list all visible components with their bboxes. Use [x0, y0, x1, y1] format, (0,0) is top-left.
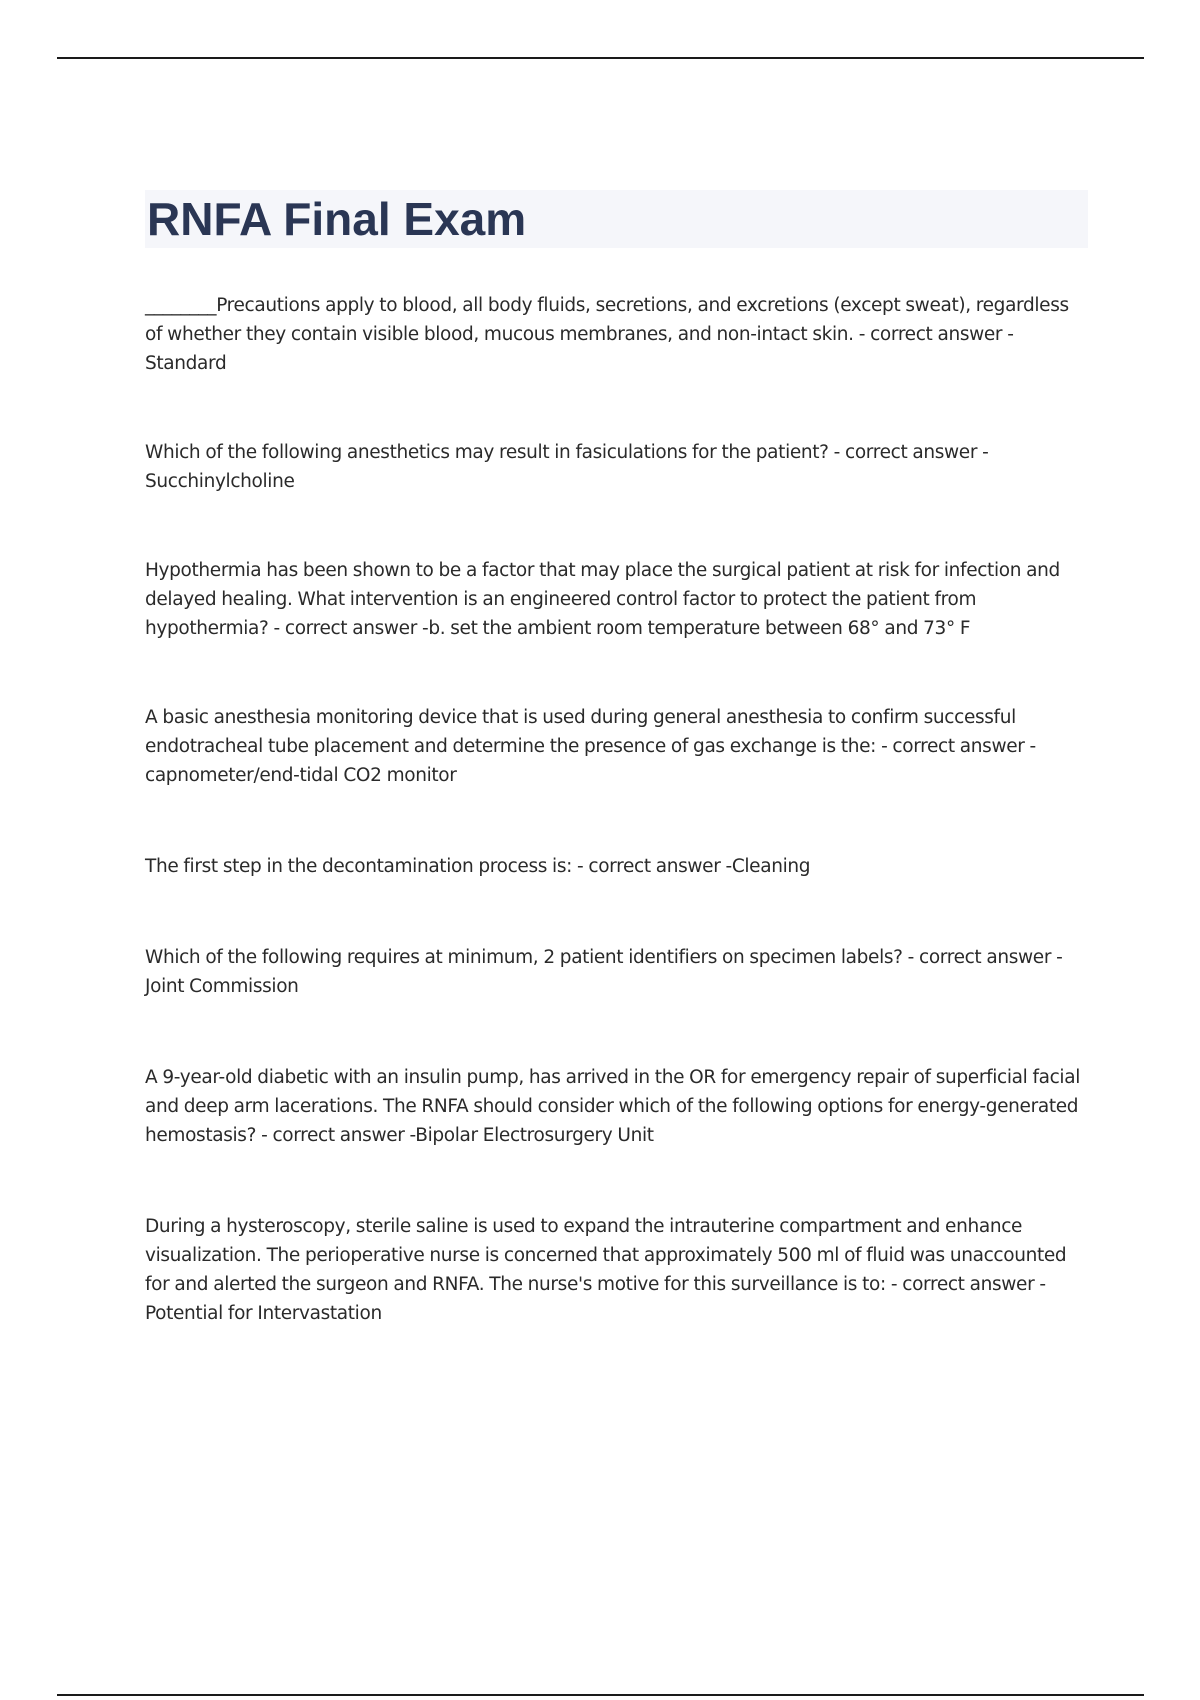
question-item-7: A 9-year-old diabetic with an insulin pump, has arrived in the OR for emergency repair of superficial facial and deep arm lacerations. The RNFA should consider which of the following options for energy-generated hemostasis? - correct answer -Bipolar Electrosurgery Unit [145, 1067, 1080, 1146]
bottom-divider [57, 1694, 1144, 1696]
question-item-1: ________Precautions apply to blood, all body fluids, secretions, and excretions (except sweat), regardless of whether they contain visible blood, mucous membranes, and non-intact skin. - correct answer - Standard [145, 295, 1069, 374]
question-item-6: Which of the following requires at minimum, 2 patient identifiers on specimen labels? - correct answer - Joint Commission [145, 947, 1063, 997]
question-item-8: During a hysteroscopy, sterile saline is used to expand the intrauterine compartment and enhance visualization. The perioperative nurse is concerned that approximately 500 ml of fluid was unaccounted for and alerted the surgeon and RNFA. The nurse's motive for this surveillance is to: - correct answer - Potential for Intervastation [145, 1216, 1067, 1324]
top-divider [57, 57, 1144, 59]
question-item-4: A basic anesthesia monitoring device that is used during general anesthesia to confirm successful endotracheal tube placement and determine the presence of gas exchange is the: - correct answer - capnometer/end-tidal CO2 monitor [145, 707, 1036, 786]
question-list [145, 291, 1090, 1328]
title-band [145, 190, 1088, 248]
question-item-5: The first step in the decontamination process is: - correct answer -Cleaning [145, 856, 811, 877]
question-item-3: Hypothermia has been shown to be a factor that may place the surgical patient at risk for infection and delayed healing. What intervention is an engineered control factor to protect the patient from hypothermia? - correct answer -b. set the ambient room temperature between 68° and 73° F [145, 560, 1060, 639]
question-item-2: Which of the following anesthetics may result in fasiculations for the patient? - correct answer - Succhinylcholine [145, 442, 989, 492]
document-title: RNFA Final Exam [147, 193, 527, 245]
